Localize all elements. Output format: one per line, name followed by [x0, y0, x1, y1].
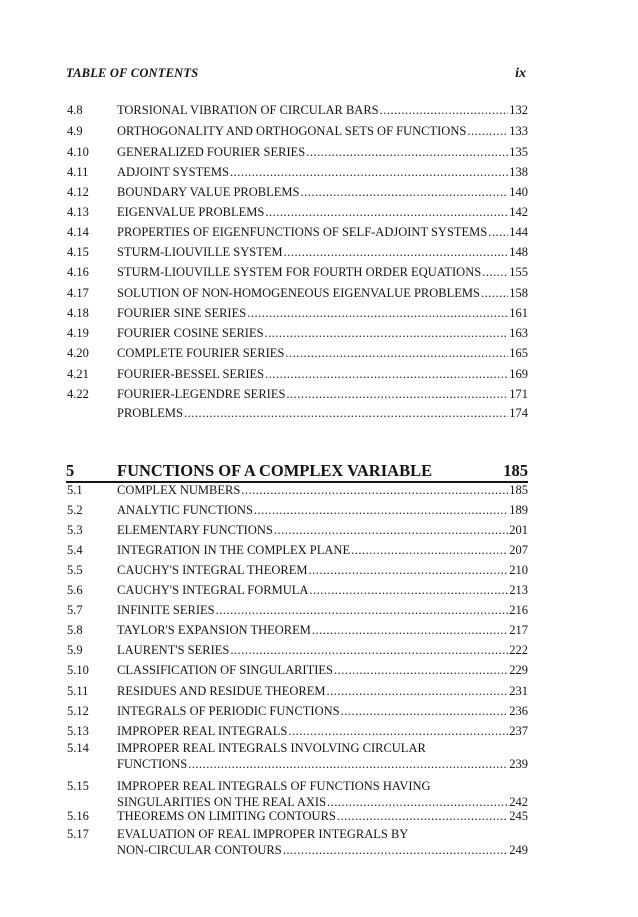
section-title: CAUCHY'S INTEGRAL THEOREM: [117, 563, 308, 577]
section-title: EVALUATION OF REAL IMPROPER INTEGRALS BY: [117, 827, 409, 841]
page-number: 158: [509, 286, 528, 300]
page-number: 189: [509, 503, 528, 517]
page-number: 140: [509, 185, 528, 199]
section-title: FOURIER-LEGENDRE SERIES: [117, 387, 286, 401]
page-number: 133: [509, 124, 528, 138]
dot-leader: [286, 386, 508, 402]
section-number: 5.8: [67, 623, 83, 637]
section-number: 4.19: [67, 326, 89, 340]
page-number: 144: [509, 225, 528, 239]
section-number: 4.17: [67, 286, 89, 300]
section-title: EIGENVALUE PROBLEMS: [117, 205, 265, 219]
page-number: 169: [509, 367, 528, 381]
section-title: IMPROPER REAL INTEGRALS INVOLVING CIRCULAR: [117, 741, 426, 755]
dot-leader: [230, 642, 508, 658]
section-title: FOURIER-BESSEL SERIES: [117, 367, 265, 381]
dot-leader: [265, 204, 508, 220]
section-title: ELEMENTARY FUNCTIONS: [117, 523, 273, 537]
section-title: FOURIER SINE SERIES: [117, 306, 247, 320]
dot-leader: [337, 808, 508, 824]
section-number: 5.5: [67, 563, 83, 577]
chapter-number: 5: [66, 461, 75, 480]
section-title: COMPLEX NUMBERS: [117, 483, 241, 497]
page-number: 210: [509, 563, 528, 577]
dot-leader: [188, 756, 508, 772]
dot-leader: [351, 542, 508, 558]
section-title: FOURIER COSINE SERIES: [117, 326, 264, 340]
section-number: 4.18: [67, 306, 89, 320]
section-number: 5.2: [67, 503, 83, 517]
dot-leader: [306, 144, 508, 160]
page-number: 185: [509, 483, 528, 497]
section-title: GENERALIZED FOURIER SERIES: [117, 145, 306, 159]
section-title: STURM-LIOUVILLE SYSTEM FOR FOURTH ORDER EQUATIONS: [117, 265, 482, 279]
dot-leader: [288, 723, 508, 739]
section-number: 4.12: [67, 185, 89, 199]
page-number: 237: [509, 724, 528, 738]
section-number: 5.13: [67, 724, 89, 738]
page-number: 229: [509, 663, 528, 677]
section-number: 4.22: [67, 387, 89, 401]
section-number: 5.14: [67, 741, 89, 755]
page-number: 174: [509, 406, 528, 420]
chapter-title: FUNCTIONS OF A COMPLEX VARIABLE: [117, 461, 433, 480]
section-number: 4.10: [67, 145, 89, 159]
section-number: 4.21: [67, 367, 89, 381]
running-head-page-number: ix: [515, 66, 526, 81]
section-title: FUNCTIONS: [117, 757, 188, 771]
dot-leader: [230, 164, 508, 180]
section-number: 4.14: [67, 225, 89, 239]
section-title: PROPERTIES OF EIGENFUNCTIONS OF SELF-ADJOINT SYSTEMS: [117, 225, 488, 239]
section-number: 4.15: [67, 245, 89, 259]
page-number: 242: [509, 795, 528, 809]
section-title: CLASSIFICATION OF SINGULARITIES: [117, 663, 333, 677]
page-number: 245: [509, 809, 528, 823]
section-number: 4.8: [67, 103, 83, 117]
page-number: 249: [509, 843, 528, 857]
dot-leader: [326, 683, 508, 699]
section-title: COMPLETE FOURIER SERIES: [117, 346, 285, 360]
dot-leader: [216, 602, 509, 618]
section-title: SOLUTION OF NON-HOMOGENEOUS EIGENVALUE PROBLEMS: [117, 286, 480, 300]
page-number: 217: [509, 623, 528, 637]
dot-leader: [283, 842, 509, 858]
page-number: 163: [509, 326, 528, 340]
section-title: IMPROPER REAL INTEGRALS OF FUNCTIONS HAVING: [117, 779, 431, 793]
dot-leader: [300, 184, 508, 200]
dot-leader: [334, 662, 508, 678]
section-number: 4.16: [67, 265, 89, 279]
section-number: 5.3: [67, 523, 83, 537]
section-title: IMPROPER REAL INTEGRALS: [117, 724, 288, 738]
page-number: 132: [509, 103, 528, 117]
dot-leader: [481, 285, 508, 301]
page-number: 236: [509, 704, 528, 718]
section-number: 5.11: [67, 684, 89, 698]
page-number: 171: [509, 387, 528, 401]
dot-leader: [274, 522, 508, 538]
page-number: 155: [509, 265, 528, 279]
section-number: 5.16: [67, 809, 89, 823]
section-title: INTEGRATION IN THE COMPLEX PLANE: [117, 543, 351, 557]
page-number: 135: [509, 145, 528, 159]
page-number: 231: [509, 684, 528, 698]
section-title: INTEGRALS OF PERIODIC FUNCTIONS: [117, 704, 340, 718]
section-title: THEOREMS ON LIMITING CONTOURS: [117, 809, 336, 823]
section-title: CAUCHY'S INTEGRAL FORMULA: [117, 583, 309, 597]
section-title: STURM-LIOUVILLE SYSTEM: [117, 245, 283, 259]
section-number: 4.20: [67, 346, 89, 360]
section-title: ANALYTIC FUNCTIONS: [117, 503, 253, 517]
page-number: 165: [509, 346, 528, 360]
running-head-title: TABLE OF CONTENTS: [66, 66, 199, 80]
page-number: 216: [509, 603, 528, 617]
dot-leader: [241, 482, 508, 498]
section-number: 5.6: [67, 583, 83, 597]
page-number: 207: [509, 543, 528, 557]
page-number: 222: [509, 643, 528, 657]
section-title: RESIDUES AND RESIDUE THEOREM: [117, 684, 326, 698]
dot-leader: [285, 345, 508, 361]
page-number: 161: [509, 306, 528, 320]
dot-leader: [312, 622, 508, 638]
section-number: 5.10: [67, 663, 89, 677]
section-title: PROBLEMS: [117, 406, 183, 420]
running-head: [66, 66, 528, 84]
dot-leader: [265, 325, 509, 341]
dot-leader: [284, 244, 509, 260]
dot-leader: [309, 582, 508, 598]
section-title: TORSIONAL VIBRATION OF CIRCULAR BARS: [117, 103, 379, 117]
section-number: 4.9: [67, 124, 83, 138]
section-number: 5.1: [67, 483, 83, 497]
dot-leader: [265, 366, 508, 382]
dot-leader: [308, 562, 508, 578]
page-number: 142: [509, 205, 528, 219]
section-title: BOUNDARY VALUE PROBLEMS: [117, 185, 300, 199]
section-number: 5.17: [67, 827, 89, 841]
chapter-heading: [66, 461, 528, 481]
page-number: 213: [509, 583, 528, 597]
section-title: ORTHOGONALITY AND ORTHOGONAL SETS OF FUNCTIONS: [117, 124, 467, 138]
chapter-page: 185: [503, 461, 528, 480]
section-title: TAYLOR'S EXPANSION THEOREM: [117, 623, 311, 637]
dot-leader: [467, 123, 508, 139]
section-number: 4.13: [67, 205, 89, 219]
dot-leader: [247, 305, 508, 321]
page-number: 138: [509, 165, 528, 179]
section-number: 5.9: [67, 643, 83, 657]
section-title: NON-CIRCULAR CONTOURS: [117, 843, 282, 857]
section-title: SINGULARITIES ON THE REAL AXIS: [117, 795, 327, 809]
section-title: INFINITE SERIES: [117, 603, 215, 617]
section-number: 5.4: [67, 543, 83, 557]
dot-leader: [482, 264, 508, 280]
section-number: 5.15: [67, 779, 89, 793]
section-title: LAURENT'S SERIES: [117, 643, 230, 657]
section-number: 5.12: [67, 704, 89, 718]
dot-leader: [488, 224, 508, 240]
dot-leader: [380, 102, 509, 118]
section-number: 5.7: [67, 603, 83, 617]
page-number: 148: [509, 245, 528, 259]
dot-leader: [341, 703, 509, 719]
dot-leader: [254, 502, 508, 518]
page-number: 201: [509, 523, 528, 537]
section-title: ADJOINT SYSTEMS: [117, 165, 229, 179]
page-number: 239: [509, 757, 528, 771]
section-number: 4.11: [67, 165, 89, 179]
dot-leader: [184, 405, 508, 421]
